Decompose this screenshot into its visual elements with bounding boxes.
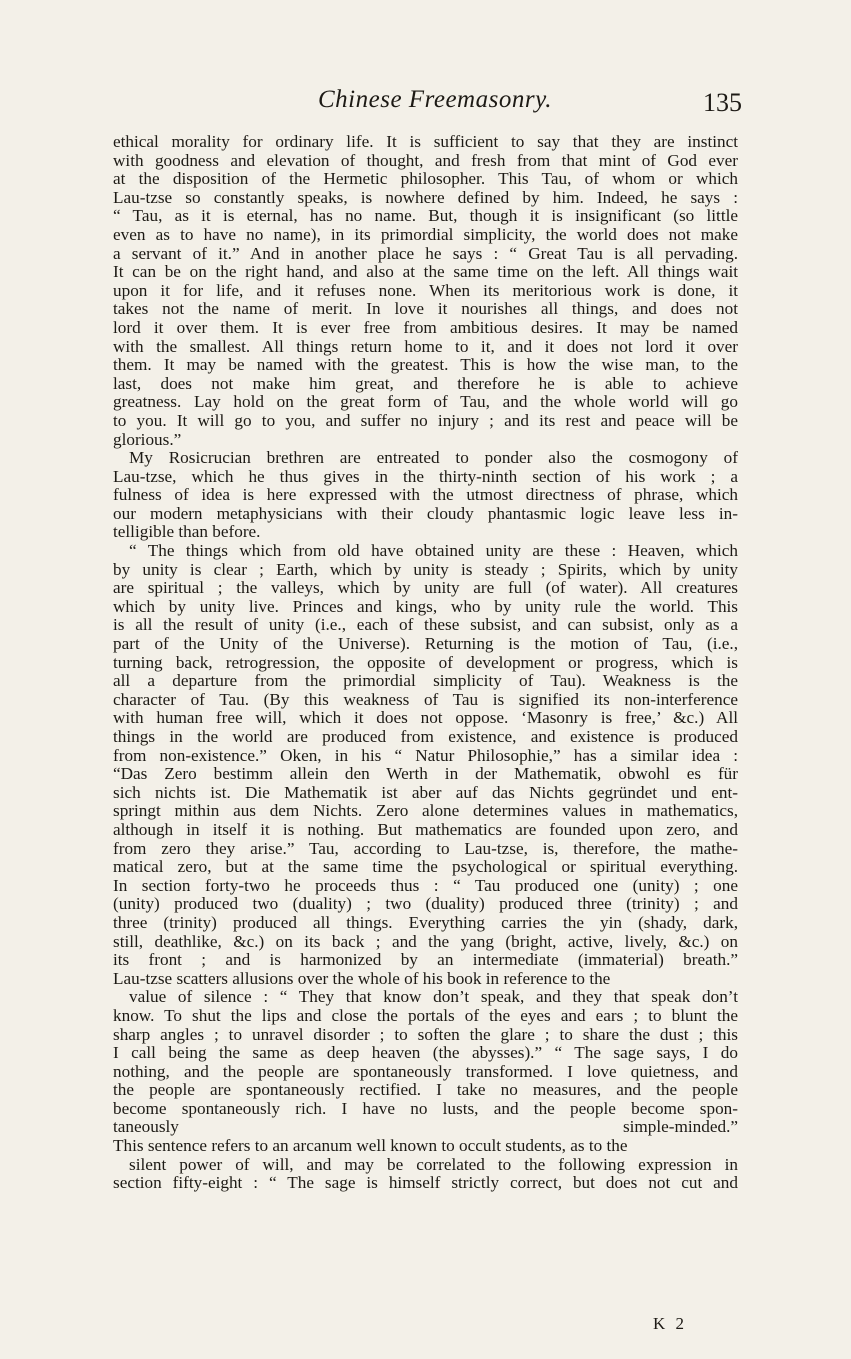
text-line: This sentence refers to an arcanum well known to occult students, as to the (113, 1136, 628, 1156)
text-line: at the disposition of the Hermetic philosopher. This Tau, of whom or which (113, 169, 738, 189)
body-text (113, 133, 738, 1211)
text-line: from non-existence.” Oken, in his “ Natur Philosophie,” has a similar idea : (113, 745, 738, 765)
text-line: “Das Zero bestimm allein den Werth in der Mathematik, obwohl es für (113, 764, 738, 784)
text-line: “ The things which from old have obtained unity are these : Heaven, which (129, 541, 738, 561)
text-line: with goodness and elevation of thought, and fresh from that mint of God ever (113, 150, 738, 170)
text-line: which by unity live. Princes and kings, who by unity rule the world. This (113, 596, 738, 616)
text-line: all a departure from the primordial simplicity of Tau). Weakness is the (113, 671, 738, 691)
page-header (0, 86, 851, 126)
text-line: the people are spontaneously rectified. I take no measures, and the people (113, 1080, 738, 1100)
text-line: from zero they arise.” Tau, according to Lau-tzse, is, therefore, the mathe- (113, 838, 738, 858)
text-line: three (trinity) produced all things. Everything carries the yin (shady, dark, (113, 912, 738, 932)
text-line: things in the world are produced from existence, and existence is produced (113, 727, 738, 746)
text-line: last, does not make him great, and therefore he is able to achieve (113, 373, 738, 393)
text-line: matical zero, but at the same time the psychological or spiritual everything. (113, 857, 738, 877)
text-line: a servant of it.” And in another place he says : “ Great Tau is all pervading. (113, 243, 738, 263)
text-line: sich nichts ist. Die Mathematik ist aber auf das Nichts gegründet und ent- (113, 782, 738, 802)
text-line: is all the result of unity (i.e., each of these subsist, and can subsist, only as a (113, 615, 738, 635)
text-line: ethical morality for ordinary life. It is sufficient to say that they are instinct (113, 132, 738, 151)
text-line: Lau-tzse, which he thus gives in the thirty-ninth section of his work ; a (113, 466, 738, 486)
text-line: still, deathlike, &c.) on its back ; and the yang (bright, active, lively, &c.) on (113, 931, 738, 951)
signature-mark: K 2 (653, 1314, 688, 1333)
text-line: takes not the name of merit. In love it nourishes all things, and does not (113, 299, 738, 319)
text-line: greatness. Lay hold on the great form of Tau, and the whole world will go (113, 392, 738, 412)
text-line: character of Tau. (By this weakness of Tau is signified its non-interference (113, 689, 738, 709)
text-line: In section forty-two he proceeds thus : “ Tau produced one (unity) ; one (113, 875, 738, 895)
text-line (113, 1193, 738, 1212)
text-line: value of silence : “ They that know don’t speak, and they that speak don’t (129, 987, 738, 1007)
text-line: section fifty-eight : “ The sage is himself strictly correct, but does not cut and (113, 1173, 738, 1193)
text-line: with human free will, which it does not oppose. ‘Masonry is free,’ &c.) All (113, 708, 738, 728)
text-line: Lau-tzse so constantly speaks, is nowhere defined by him. Indeed, he says : (113, 187, 738, 207)
text-line: even as to have no name), in its primordial simplicity, the world does not make (113, 224, 738, 244)
text-line: them. It may be named with the greatest. This is how the wise man, to the (113, 355, 738, 375)
running-title: Chinese Freemasonry. (318, 86, 553, 113)
text-line: glorious.” (113, 429, 182, 449)
text-line: fulness of idea is here expressed with the utmost directness of phrase, which (113, 485, 738, 505)
text-line: lord it over them. It is ever free from ambitious desires. It may be named (113, 317, 738, 337)
text-line: become spontaneously rich. I have no lusts, and the people become spon- (113, 1098, 738, 1118)
text-line: I call being the same as deep heaven (the abysses).” “ The sage says, I do (113, 1043, 738, 1063)
text-line: nothing, and the people are spontaneously transformed. I love quietness, and (113, 1061, 738, 1081)
text-line: to you. It will go to you, and suffer no injury ; and its rest and peace will be (113, 410, 738, 430)
text-line: “ Tau, as it is eternal, has no name. But, though it is insignificant (so little (113, 206, 738, 226)
text-line: are spiritual ; the valleys, which by unity are full (of water). All creatures (113, 578, 738, 598)
text-line: springt mithin aus dem Nichts. Zero alone determines values in mathematics, (113, 801, 738, 821)
text-line: part of the Unity of the Universe). Returning is the motion of Tau, (i.e., (113, 634, 738, 654)
text-line: sharp angles ; to unravel disorder ; to soften the glare ; to share the dust ; this (113, 1024, 738, 1044)
text-line: know. To shut the lips and close the portals of the eyes and ears ; to blunt the (113, 1005, 738, 1025)
text-line: turning back, retrogression, the opposite of development or progress, which is (113, 652, 738, 672)
page-number: 135 (703, 88, 742, 117)
text-line: taneously simple-minded.” (113, 1117, 738, 1137)
text-line: upon it for life, and it refuses none. When its meritorious work is done, it (113, 280, 738, 300)
text-line: with the smallest. All things return home to it, and it does not lord it over (113, 336, 738, 356)
text-line: its front ; and is harmonized by an intermediate (immaterial) breath.” (113, 950, 738, 970)
text-line: our modern metaphysicians with their cloudy phantasmic logic leave less in- (113, 503, 738, 523)
text-line: telligible than before. (113, 522, 261, 542)
text-line: (unity) produced two (duality) ; two (duality) produced three (trinity) ; and (113, 894, 738, 914)
text-line: Lau-tzse scatters allusions over the whole of his book in reference to the (113, 968, 611, 988)
text-line: by unity is clear ; Earth, which by unity is steady ; Spirits, which by unity (113, 559, 738, 579)
text-line: My Rosicrucian brethren are entreated to ponder also the cosmogony of (129, 448, 738, 468)
text-line: although in itself it is nothing. But mathematics are founded upon zero, and (113, 819, 738, 839)
text-line: silent power of will, and may be correlated to the following expression in (129, 1154, 738, 1174)
text-line: It can be on the right hand, and also at the same time on the left. All things wait (113, 262, 738, 282)
